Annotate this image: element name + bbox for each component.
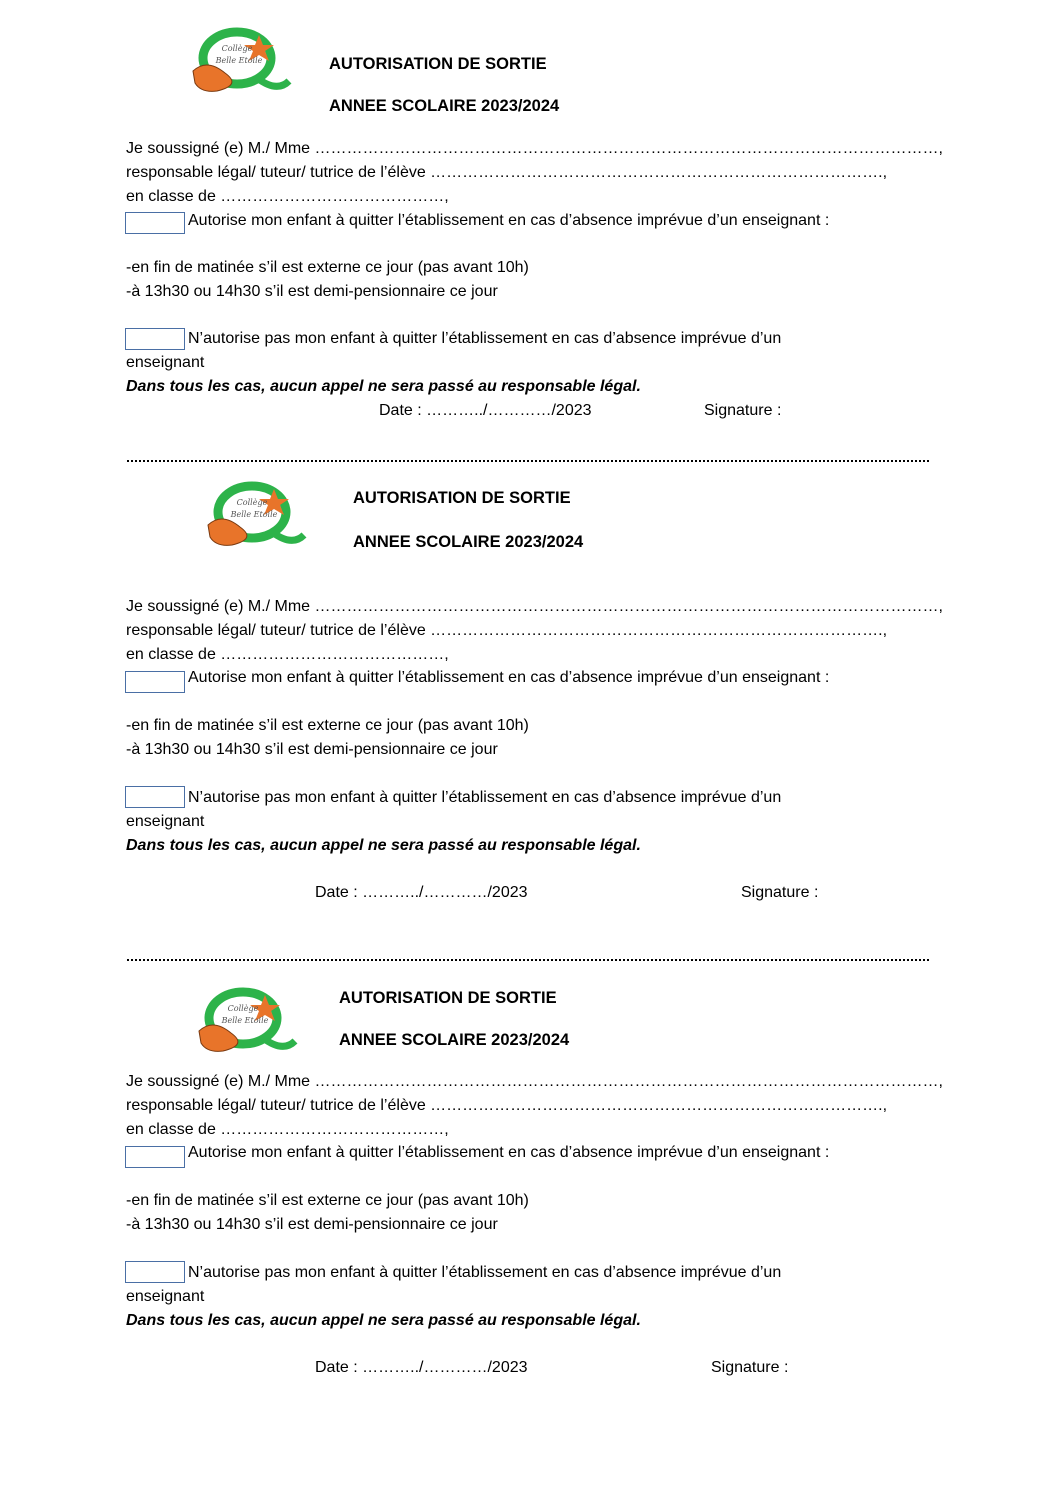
allow-checkbox[interactable] — [125, 671, 185, 693]
deny-text: N’autorise pas mon enfant à quitter l’établissement en cas d’absence imprévue d’un — [188, 330, 782, 347]
school-year: ANNEE SCOLAIRE 2023/2024 — [339, 1031, 570, 1049]
deny-text: N’autorise pas mon enfant à quitter l’établissement en cas d’absence imprévue d’un — [188, 1264, 782, 1281]
logo-text-2: Belle Etoile — [230, 510, 278, 519]
signature-label: Signature : — [741, 884, 819, 901]
note: Dans tous les cas, aucun appel ne sera passé au responsable légal. — [126, 378, 641, 395]
deny-text-cont: enseignant — [126, 813, 205, 830]
signature-label: Signature : — [704, 402, 782, 419]
parent-name-line: Je soussigné (e) M./ Mme ………………………………………………………………………………………………………, — [126, 1073, 943, 1090]
date-field: Date : ………../…………/2023 — [315, 1359, 528, 1376]
parent-name-line: Je soussigné (e) M./ Mme ………………………………………………………………………………………………………, — [126, 598, 943, 615]
signature-label: Signature : — [711, 1359, 789, 1376]
deny-checkbox[interactable] — [125, 786, 185, 808]
class-line: en classe de ……………………………………, — [126, 1121, 449, 1138]
form-title: AUTORISATION DE SORTIE — [353, 489, 571, 507]
school-logo-icon — [193, 983, 303, 1063]
class-line: en classe de ……………………………………, — [126, 188, 449, 205]
condition-half-board: -à 13h30 ou 14h30 s’il est demi-pensionnaire ce jour — [126, 741, 498, 758]
gecko-icon — [193, 65, 232, 91]
condition-half-board: -à 13h30 ou 14h30 s’il est demi-pensionnaire ce jour — [126, 1216, 498, 1233]
date-field: Date : ………../…………/2023 — [315, 884, 528, 901]
deny-checkbox[interactable] — [125, 328, 185, 350]
logo-text-2: Belle Etoile — [221, 1016, 269, 1025]
condition-external: -en fin de matinée s’il est externe ce jour (pas avant 10h) — [126, 717, 529, 734]
deny-checkbox[interactable] — [125, 1261, 185, 1283]
deny-text-cont: enseignant — [126, 1288, 205, 1305]
allow-text: Autorise mon enfant à quitter l’établissement en cas d’absence imprévue d’un enseignant : — [188, 212, 830, 229]
deny-text-cont: enseignant — [126, 354, 205, 371]
logo-text-1: Collège — [227, 1004, 259, 1013]
condition-external: -en fin de matinée s’il est externe ce jour (pas avant 10h) — [126, 259, 529, 276]
cut-line-1 — [127, 460, 929, 462]
school-year: ANNEE SCOLAIRE 2023/2024 — [329, 97, 560, 115]
logo-text-1: Collège — [236, 498, 268, 507]
student-line: responsable légal/ tuteur/ tutrice de l’élève …………………………………………………………………………., — [126, 164, 888, 181]
condition-half-board: -à 13h30 ou 14h30 s’il est demi-pensionnaire ce jour — [126, 283, 498, 300]
form-title: AUTORISATION DE SORTIE — [339, 989, 557, 1007]
date-field: Date : ………../…………/2023 — [379, 402, 592, 419]
gecko-icon — [208, 519, 247, 545]
student-line: responsable légal/ tuteur/ tutrice de l’élève …………………………………………………………………………., — [126, 622, 888, 639]
student-line: responsable légal/ tuteur/ tutrice de l’élève …………………………………………………………………………., — [126, 1097, 888, 1114]
gecko-icon — [199, 1025, 238, 1051]
deny-text: N’autorise pas mon enfant à quitter l’établissement en cas d’absence imprévue d’un — [188, 789, 782, 806]
allow-checkbox[interactable] — [125, 1146, 185, 1168]
allow-text: Autorise mon enfant à quitter l’établissement en cas d’absence imprévue d’un enseignant : — [188, 669, 830, 686]
class-line: en classe de ……………………………………, — [126, 646, 449, 663]
school-logo-icon — [187, 23, 297, 103]
note: Dans tous les cas, aucun appel ne sera passé au responsable légal. — [126, 1312, 641, 1329]
allow-text: Autorise mon enfant à quitter l’établissement en cas d’absence imprévue d’un enseignant : — [188, 1144, 830, 1161]
logo-text-1: Collège — [221, 44, 253, 53]
parent-name-line: Je soussigné (e) M./ Mme ………………………………………………………………………………………………………, — [126, 140, 943, 157]
cut-line-2 — [127, 959, 929, 961]
logo-text-2: Belle Etoile — [215, 56, 263, 65]
condition-external: -en fin de matinée s’il est externe ce jour (pas avant 10h) — [126, 1192, 529, 1209]
form-title: AUTORISATION DE SORTIE — [329, 55, 547, 73]
school-year: ANNEE SCOLAIRE 2023/2024 — [353, 533, 584, 551]
school-logo-icon — [202, 477, 312, 557]
allow-checkbox[interactable] — [125, 212, 185, 234]
note: Dans tous les cas, aucun appel ne sera passé au responsable légal. — [126, 837, 641, 854]
